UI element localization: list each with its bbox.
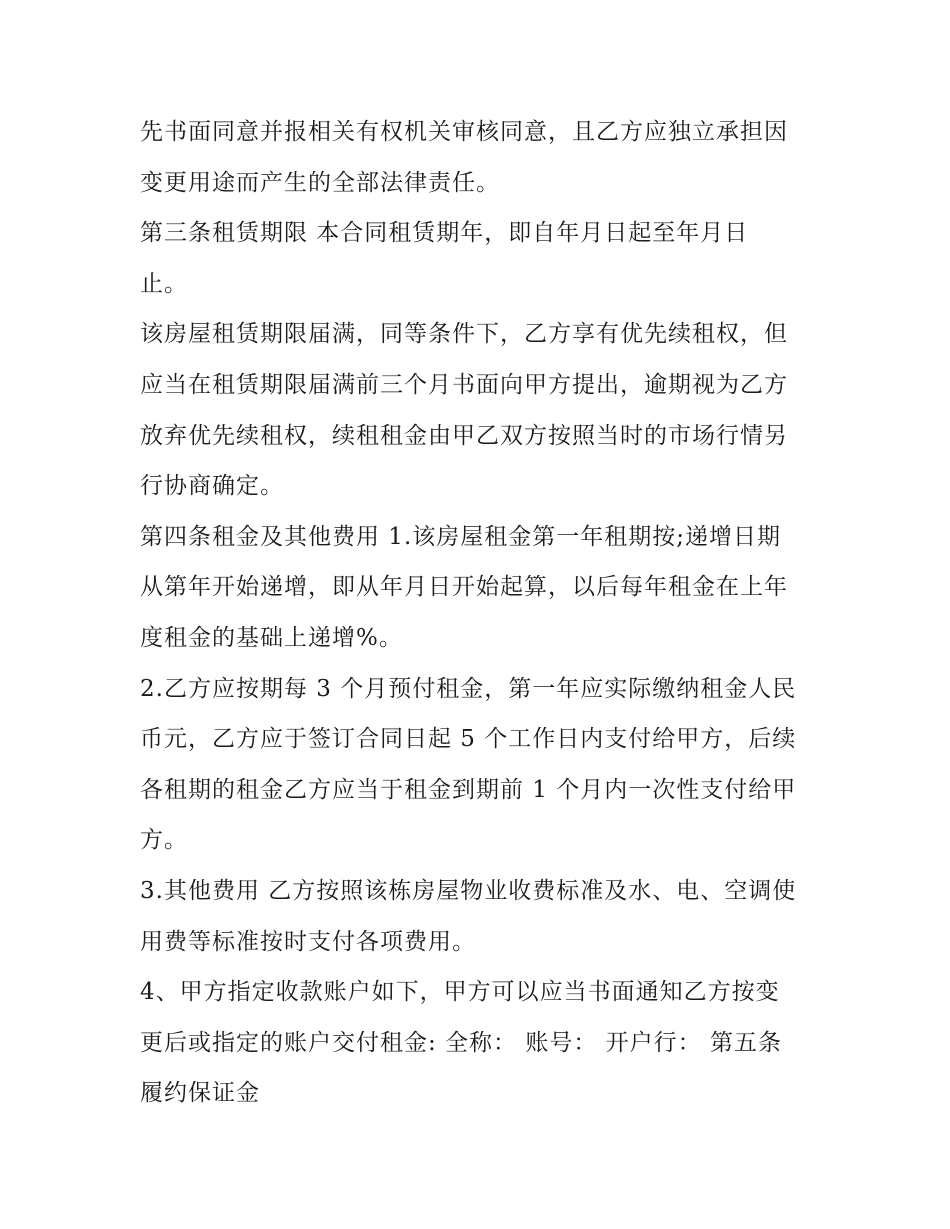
text-line: 2.乙方应按期每 3 个月预付租金，第一年应实际缴纳租金人民 [140, 675, 797, 702]
text-line: 应当在租赁期限届满前三个月书面向甲方提出，逾期视为乙方 [140, 371, 788, 398]
text-line: 币元，乙方应于签订合同日起 5 个工作日内支付给甲方，后续 [140, 726, 797, 753]
text-line: 变更用途而产生的全部法律责任。 [140, 169, 500, 196]
text-line: 第三条租赁期限 本合同租赁期年，即自年月日起至年月日 [140, 220, 749, 247]
text-line: 先书面同意并报相关有权机关审核同意，且乙方应独立承担因 [140, 119, 788, 145]
text-line: 第四条租金及其他费用 1.该房屋租金第一年租期按;递增日期 [140, 523, 782, 550]
text-line: 4、甲方指定收款账户如下，甲方可以应当书面通知乙方按变 [140, 979, 780, 1006]
text-line: 放弃优先续租权，续租租金由甲乙双方按照当时的市场行情另 [140, 422, 788, 449]
text-line: 方。 [140, 827, 188, 854]
text-line: 行协商确定。 [140, 473, 284, 500]
text-line: 止。 [140, 270, 188, 297]
text-line: 度租金的基础上递增%。 [140, 624, 403, 651]
document-body [140, 107, 820, 1119]
text-line: 履约保证金 [140, 1080, 260, 1107]
text-line: 更后或指定的账户交付租金: 全称： 账号： 开户行： 第五条 [140, 1029, 782, 1056]
text-line: 3.其他费用 乙方按照该栋房屋物业收费标准及水、电、空调使 [140, 877, 797, 904]
text-line: 从第年开始递增，即从年月日开始起算，以后每年租金在上年 [140, 574, 788, 601]
text-line: 用费等标准按时支付各项费用。 [140, 928, 476, 955]
text-line: 该房屋租赁期限届满，同等条件下，乙方享有优先续租权，但 [140, 321, 788, 348]
text-line: 各租期的租金乙方应当于租金到期前 1 个月内一次性支付给甲 [140, 776, 797, 803]
